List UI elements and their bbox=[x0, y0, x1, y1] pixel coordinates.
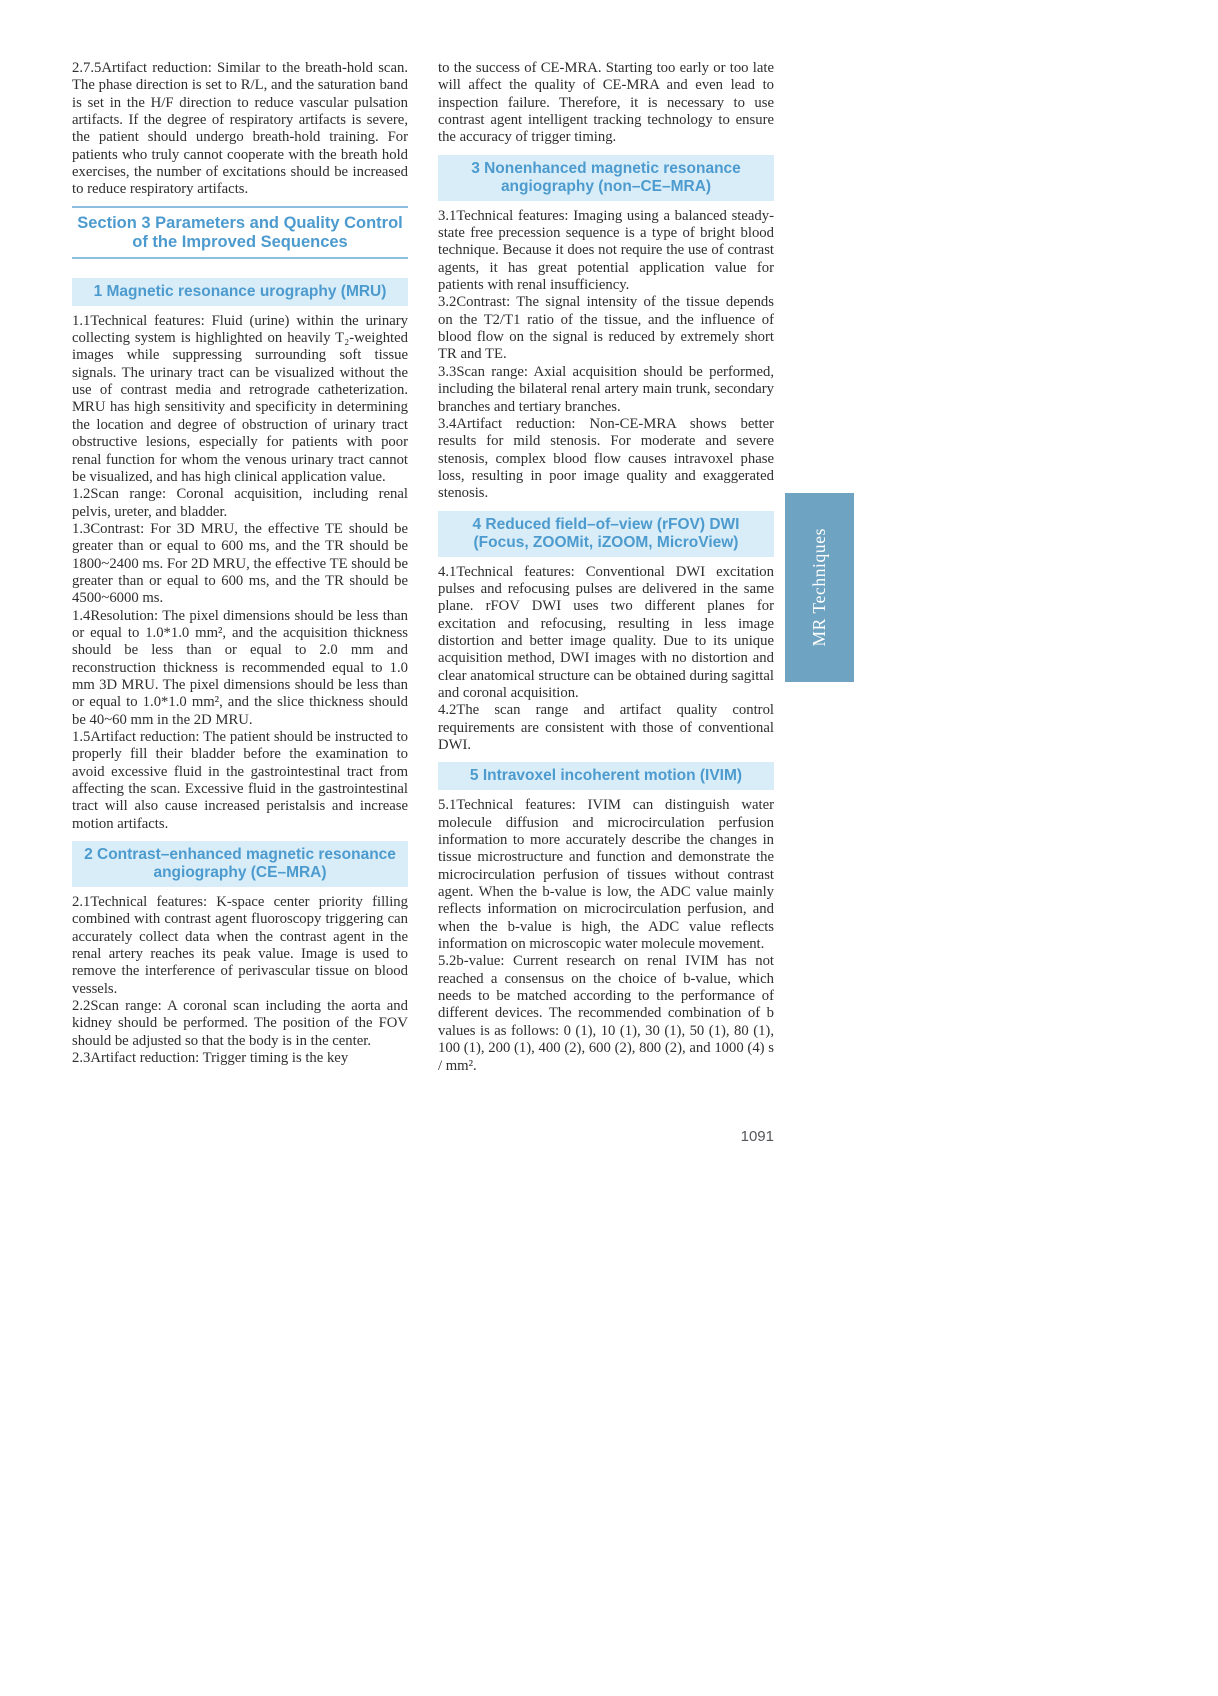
paragraph-3-4-artifact-reduction: 3.4Artifact reduction: Non-CE-MRA shows better results for mild stenosis. For moderate and severe stenosis, complex blood flow causes intravoxel phase loss, resulting in poor image quality and exaggerated stenosis. bbox=[438, 415, 774, 502]
paragraph-4-1-technical-features: 4.1Technical features: Conventional DWI excitation pulses and refocusing pulses are delivered in the same plane. rFOV DWI uses two different planes for excitation and refocusing, resulting in less image distortion and better image quality. Due to its unique acquisition method, DWI images with no distortion and clear anatomical structure can be obtained during sagittal and coronal acquisition. bbox=[438, 563, 774, 701]
paragraph-3-1-technical-features: 3.1Technical features: Imaging using a balanced steady-state free precession sequence is a type of bright blood technique. Because it does not require the use of contrast agents, it has great potential application value for patients with renal insufficiency. bbox=[438, 207, 774, 294]
paragraph-3-2-contrast: 3.2Contrast: The signal intensity of the tissue depends on the T2/T1 ratio of the tissue, and the influence of blood flow on the signal is reduced by extremely short TR and TE. bbox=[438, 294, 774, 363]
chapter-thumb-tab bbox=[785, 493, 854, 682]
paragraph-1-2-scan-range: 1.2Scan range: Coronal acquisition, including renal pelvis, ureter, and bladder. bbox=[72, 486, 408, 520]
subheading-4-rfov-dwi: 4 Reduced field–of–view (rFOV) DWI (Focus, ZOOMit, iZOOM, MicroView) bbox=[438, 511, 774, 557]
subheading-2-ce-mra: 2 Contrast–enhanced magnetic resonance angiography (CE–MRA) bbox=[72, 841, 408, 887]
chapter-thumb-tab-label: MR Techniques bbox=[809, 528, 829, 647]
paragraph-3-3-scan-range: 3.3Scan range: Axial acquisition should be performed, including the bilateral renal artery main trunk, secondary branches and tertiary branches. bbox=[438, 363, 774, 415]
paragraph-5-2-b-value: 5.2b-value: Current research on renal IVIM has not reached a consensus on the choice of b-value, which needs to be matched according to the performance of different devices. The recommended combination of b values is as follows: 0 (1), 10 (1), 30 (1), 50 (1), 80 (1), 100 (1), 200 (1), 400 (2), 600 (2), 800 (2), and 1000 (4) s / mm². bbox=[438, 953, 774, 1074]
two-column-text-area bbox=[72, 60, 774, 1075]
subheading-1-mru: 1 Magnetic resonance urography (MRU) bbox=[72, 278, 408, 306]
paragraph-2-3-continued: to the success of CE-MRA. Starting too early or too late will affect the quality of CE-MRA and even lead to inspection failure. Therefore, it is necessary to use contrast agent intelligent tracking technology to ensure the accuracy of trigger timing. bbox=[438, 60, 774, 146]
right-text-column bbox=[438, 60, 774, 1075]
section-3-heading: Section 3 Parameters and Quality Control of the Improved Sequences bbox=[72, 206, 408, 259]
paragraph-2-7-5-artifact-reduction: 2.7.5Artifact reduction: Similar to the breath-hold scan. The phase direction is set to R/L, and the saturation band is set in the H/F direction to reduce vascular pulsation artifacts. If the degree of respiratory artifacts is severe, the patient should undergo breath-hold training. For patients who truly cannot cooperate with the breath hold exercises, the number of excitations should be increased to reduce respiratory artifacts. bbox=[72, 60, 408, 198]
subheading-3-non-ce-mra: 3 Nonenhanced magnetic resonance angiography (non–CE–MRA) bbox=[438, 155, 774, 201]
paragraph-1-5-artifact-reduction: 1.5Artifact reduction: The patient should be instructed to properly fill their bladder before the examination to avoid excessive fluid in the gastrointestinal tract from affecting the scan. Excessive fluid in the gastrointestinal tract will also cause increased peristalsis and increase motion artifacts. bbox=[72, 729, 408, 832]
page-number: 1091 bbox=[740, 1128, 774, 1145]
paragraph-2-2-scan-range: 2.2Scan range: A coronal scan including the aorta and kidney should be performed. The position of the FOV should be adjusted so that the body is in the center. bbox=[72, 998, 408, 1049]
paragraph-1-4-resolution: 1.4Resolution: The pixel dimensions should be less than or equal to 1.0*1.0 mm², and the acquisition thickness should be less than or equal to 2.0 mm and reconstruction thickness is recommended equal to 1.0 mm 3D MRU. The pixel dimensions should be less than or equal to 1.0*1.0 mm², and the slice thickness should be 40~60 mm in the 2D MRU. bbox=[72, 607, 408, 728]
paragraph-1-3-contrast: 1.3Contrast: For 3D MRU, the effective TE should be greater than or equal to 600 ms, and the TR should be 1800~2400 ms. For 2D MRU, the effective TE should be greater than or equal to 600 ms, and the TR should be 4500~6000 ms. bbox=[72, 520, 408, 607]
paragraph-2-3-artifact-reduction: 2.3Artifact reduction: Trigger timing is the key bbox=[72, 1050, 349, 1067]
left-text-column bbox=[72, 60, 408, 1075]
subheading-5-ivim: 5 Intravoxel incoherent motion (IVIM) bbox=[438, 762, 774, 790]
paragraph-4-2-scan-range: 4.2The scan range and artifact quality control requirements are consistent with those of conventional DWI. bbox=[438, 702, 774, 753]
paragraph-2-1-technical-features: 2.1Technical features: K-space center priority filling combined with contrast agent fluoroscopy triggering can accurately collect data when the contrast agent in the renal artery reaches its peak value. Image is used to remove the interference of perivascular tissue on blood vessels. bbox=[72, 894, 408, 997]
paragraph-5-1-technical-features: 5.1Technical features: IVIM can distinguish water molecule diffusion and microcirculation perfusion information to more accurately describe the changes in tissue microstructure and function and demonstrate the microcirculation perfusion of tissues without contrast agent. When the b-value is low, the ADC value mainly reflects information on microcirculation perfusion, and when the b-value is high, the ADC value reflects information on microscopic water molecule movement. bbox=[438, 797, 774, 953]
paragraph-1-1-technical-features: 1.1Technical features: Fluid (urine) within the urinary collecting system is highlighted on heavily T₂-weighted images while suppressing surrounding soft tissue signals. The urinary tract can be visualized without the use of contrast media and retrograde catheterization. MRU has high sensitivity and specificity in determining the location and degree of obstruction of urinary tract obstructive lesions, especially for patients with poor renal function for whom the venous urinary tract cannot be visualized, and has high clinical application value. bbox=[72, 312, 408, 485]
